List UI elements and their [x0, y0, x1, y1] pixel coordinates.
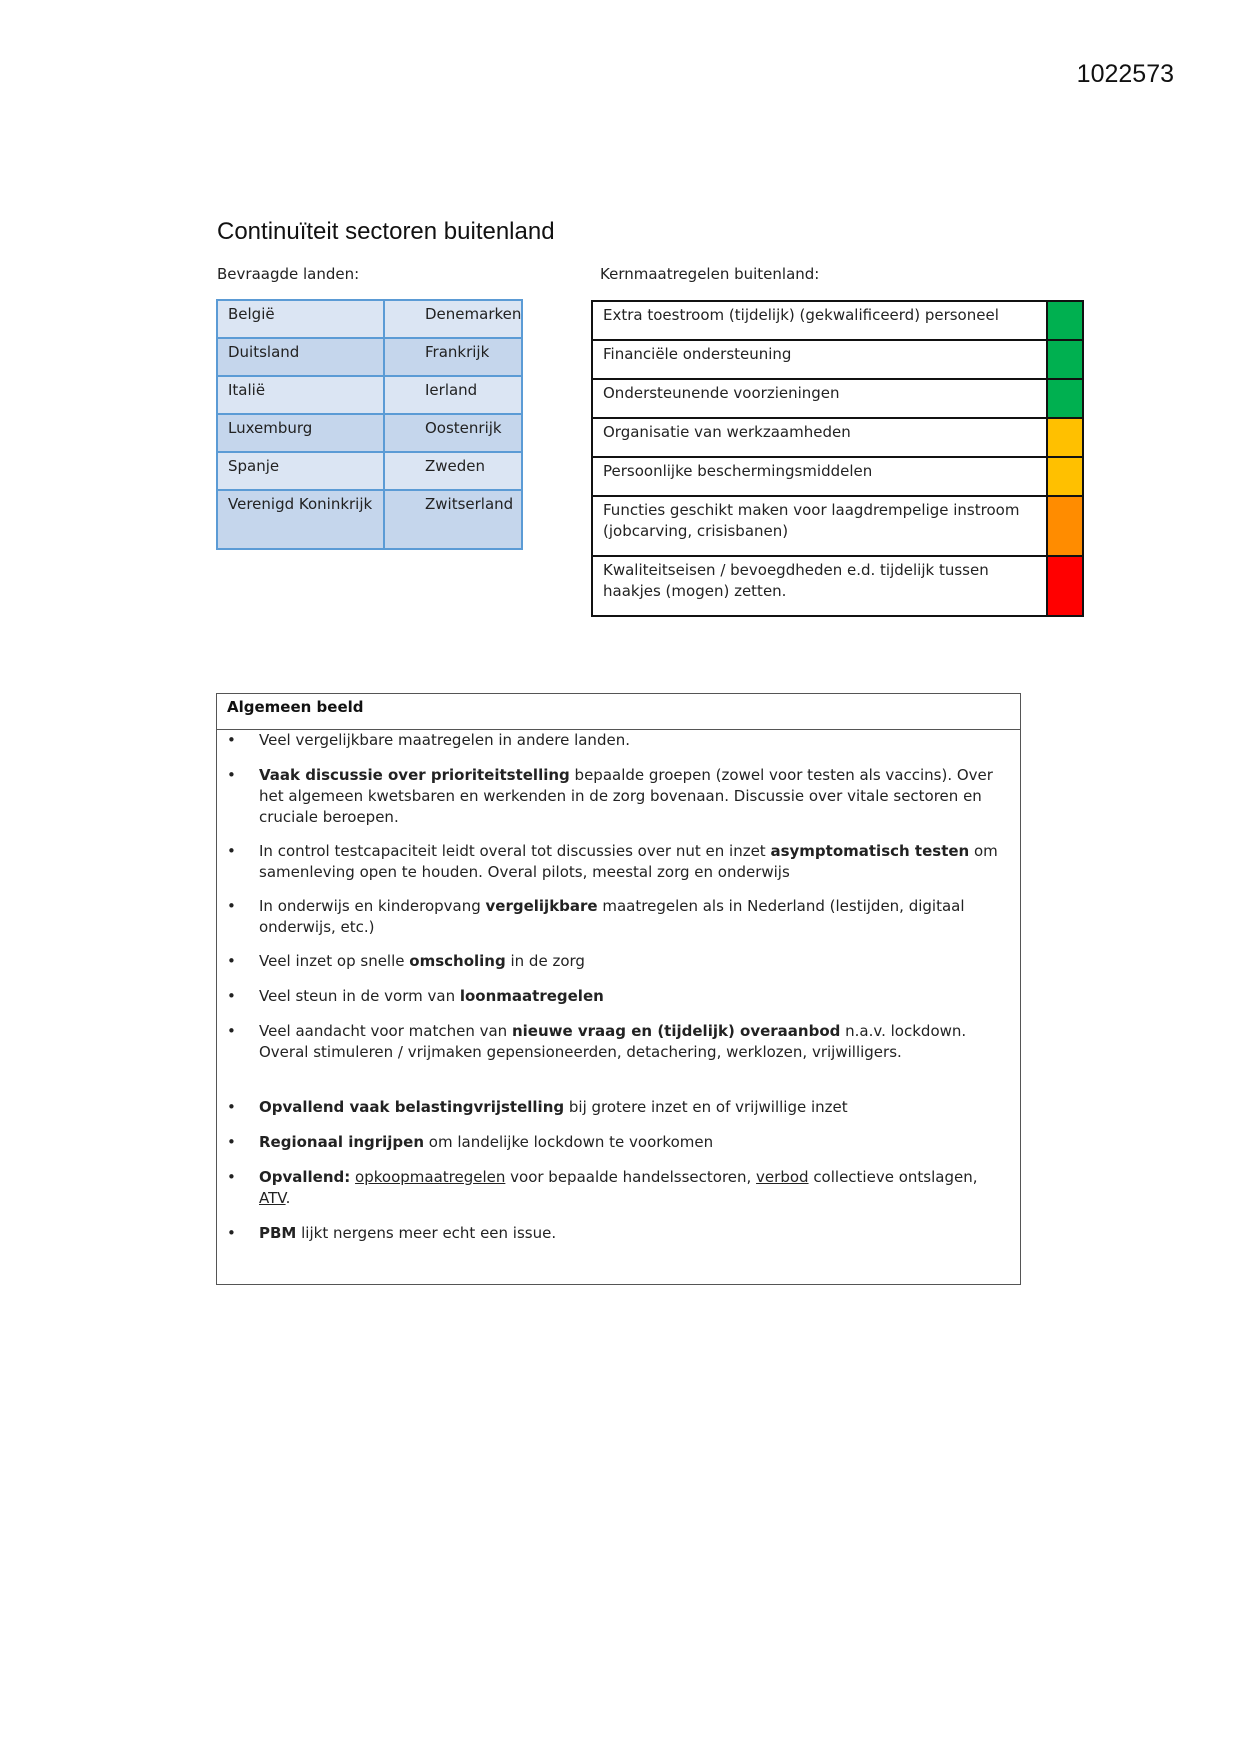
text-fragment: maatregelen als in Nederland (lestijden, digitaal onderwijs, etc.)	[259, 897, 965, 936]
list-item-text	[259, 1021, 1000, 1063]
bullet-icon: •	[227, 766, 236, 784]
list-item-text	[259, 1223, 1000, 1244]
measure-text: Organisatie van werkzaamheden	[592, 418, 1047, 457]
text-fragment: bepaalde groepen (zowel voor testen als vaccins). Over het algemeen kwetsbaren en werkenden in de zorg bovenaan. Discussie over vitale sectoren en cruciale beroepen.	[259, 766, 993, 826]
list-item-text	[259, 730, 1000, 751]
text-fragment: .	[285, 1189, 291, 1207]
bullet-icon: •	[227, 731, 236, 749]
bold-phrase: Opvallend vaak belastingvrijstelling	[259, 1098, 565, 1116]
bold-phrase: Vaak discussie over prioriteitstelling	[259, 766, 570, 784]
text-fragment: om samenleving open te houden. Overal pilots, meestal zorg en onderwijs	[259, 842, 998, 881]
measure-text: Kwaliteitseisen / bevoegdheden e.d. tijdelijk tussen haakjes (mogen) zetten.	[592, 556, 1047, 616]
list-item-text	[259, 951, 1000, 972]
text-fragment: collectieve ontslagen,	[808, 1168, 978, 1186]
measure-text: Financiële ondersteuning	[592, 340, 1047, 379]
country-cell: Zweden	[384, 452, 522, 490]
underlined-term: opkoopmaatregelen	[355, 1168, 506, 1186]
bullet-icon: •	[227, 1098, 236, 1116]
underlined-term: verbod	[756, 1168, 809, 1186]
country-cell: Luxemburg	[217, 414, 384, 452]
text-fragment: lijkt nergens meer echt een issue.	[296, 1224, 557, 1242]
measure-text: Extra toestroom (tijdelijk) (gekwalificeerd) personeel	[592, 301, 1047, 340]
text-fragment: Veel vergelijkbare maatregelen in andere landen.	[259, 731, 630, 749]
country-cell: Verenigd Koninkrijk	[217, 490, 384, 549]
list-item-text	[259, 841, 1000, 883]
country-cell: Zwitserland	[384, 490, 522, 549]
bullet-icon: •	[227, 842, 236, 860]
country-cell: Ierland	[384, 376, 522, 414]
bold-phrase: loonmaatregelen	[459, 987, 604, 1005]
text-fragment: In control testcapaciteit leidt overal tot discussies over nut en inzet	[259, 842, 771, 860]
status-swatch	[1047, 418, 1083, 457]
list-item	[227, 841, 1000, 883]
list-item	[227, 986, 1000, 1007]
countries-table	[216, 299, 523, 550]
status-swatch	[1047, 556, 1083, 616]
list-item-text	[259, 1097, 1000, 1118]
list-item-text	[259, 896, 1000, 938]
text-fragment: bij grotere inzet en of vrijwillige inzet	[564, 1098, 848, 1116]
measures-table	[591, 300, 1084, 617]
measures-label: Kernmaatregelen buitenland:	[600, 265, 820, 283]
list-item	[227, 896, 1000, 938]
underlined-term: ATV	[259, 1189, 286, 1207]
bold-phrase: PBM	[259, 1224, 297, 1242]
list-item-text	[259, 1167, 1000, 1209]
list-item-text	[259, 1132, 1000, 1153]
country-cell: Denemarken	[384, 300, 522, 338]
text-fragment: Veel aandacht voor matchen van	[259, 1022, 512, 1040]
text-fragment: In onderwijs en kinderopvang	[259, 897, 486, 915]
text-fragment: om landelijke lockdown te voorkomen	[424, 1133, 714, 1151]
country-cell: Frankrijk	[384, 338, 522, 376]
text-fragment: Veel inzet op snelle	[259, 952, 410, 970]
bold-phrase: omscholing	[409, 952, 506, 970]
status-swatch	[1047, 379, 1083, 418]
status-swatch	[1047, 340, 1083, 379]
country-cell: België	[217, 300, 384, 338]
page-title: Continuïteit sectoren buitenland	[217, 218, 555, 245]
measure-text: Persoonlijke beschermingsmiddelen	[592, 457, 1047, 496]
list-item	[227, 1223, 1000, 1244]
bullet-icon: •	[227, 1224, 236, 1242]
country-cell: Italië	[217, 376, 384, 414]
bullet-icon: •	[227, 1022, 236, 1040]
bullet-icon: •	[227, 1168, 236, 1186]
bold-phrase: nieuwe vraag en (tijdelijk) overaanbod	[511, 1022, 841, 1040]
country-cell: Spanje	[217, 452, 384, 490]
list-item	[227, 1097, 1000, 1118]
list-item-text	[259, 986, 1000, 1007]
list-item	[227, 730, 1000, 751]
list-item	[227, 765, 1000, 828]
general-picture-header: Algemeen beeld	[217, 694, 1020, 730]
list-item-text	[259, 765, 1000, 828]
country-cell: Oostenrijk	[384, 414, 522, 452]
status-swatch	[1047, 301, 1083, 340]
text-fragment: in de zorg	[505, 952, 585, 970]
text-fragment: Veel steun in de vorm van	[259, 987, 460, 1005]
general-picture-box	[216, 693, 1021, 1285]
text-fragment: n.a.v. lockdown. Overal stimuleren / vrijmaken gepensioneerden, detachering, werklozen, vrijwilligers.	[259, 1022, 967, 1061]
bullet-icon: •	[227, 1133, 236, 1151]
measure-text: Functies geschikt maken voor laagdrempelige instroom (jobcarving, crisisbanen)	[592, 496, 1047, 556]
status-swatch	[1047, 457, 1083, 496]
bold-phrase: Opvallend:	[259, 1168, 351, 1186]
document-id: 1022573	[1076, 60, 1174, 88]
list-item	[227, 1021, 1000, 1063]
list-item	[227, 1167, 1000, 1209]
countries-label: Bevraagde landen:	[217, 265, 360, 283]
bold-phrase: asymptomatisch testen	[770, 842, 970, 860]
bullet-icon: •	[227, 897, 236, 915]
bullet-icon: •	[227, 987, 236, 1005]
text-fragment: voor bepaalde handelssectoren,	[505, 1168, 757, 1186]
list-item	[227, 951, 1000, 972]
country-cell: Duitsland	[217, 338, 384, 376]
list-item	[227, 1132, 1000, 1153]
bold-phrase: Regionaal ingrijpen	[259, 1133, 425, 1151]
bullet-icon: •	[227, 952, 236, 970]
status-swatch	[1047, 496, 1083, 556]
bold-phrase: vergelijkbare	[485, 897, 598, 915]
measure-text: Ondersteunende voorzieningen	[592, 379, 1047, 418]
